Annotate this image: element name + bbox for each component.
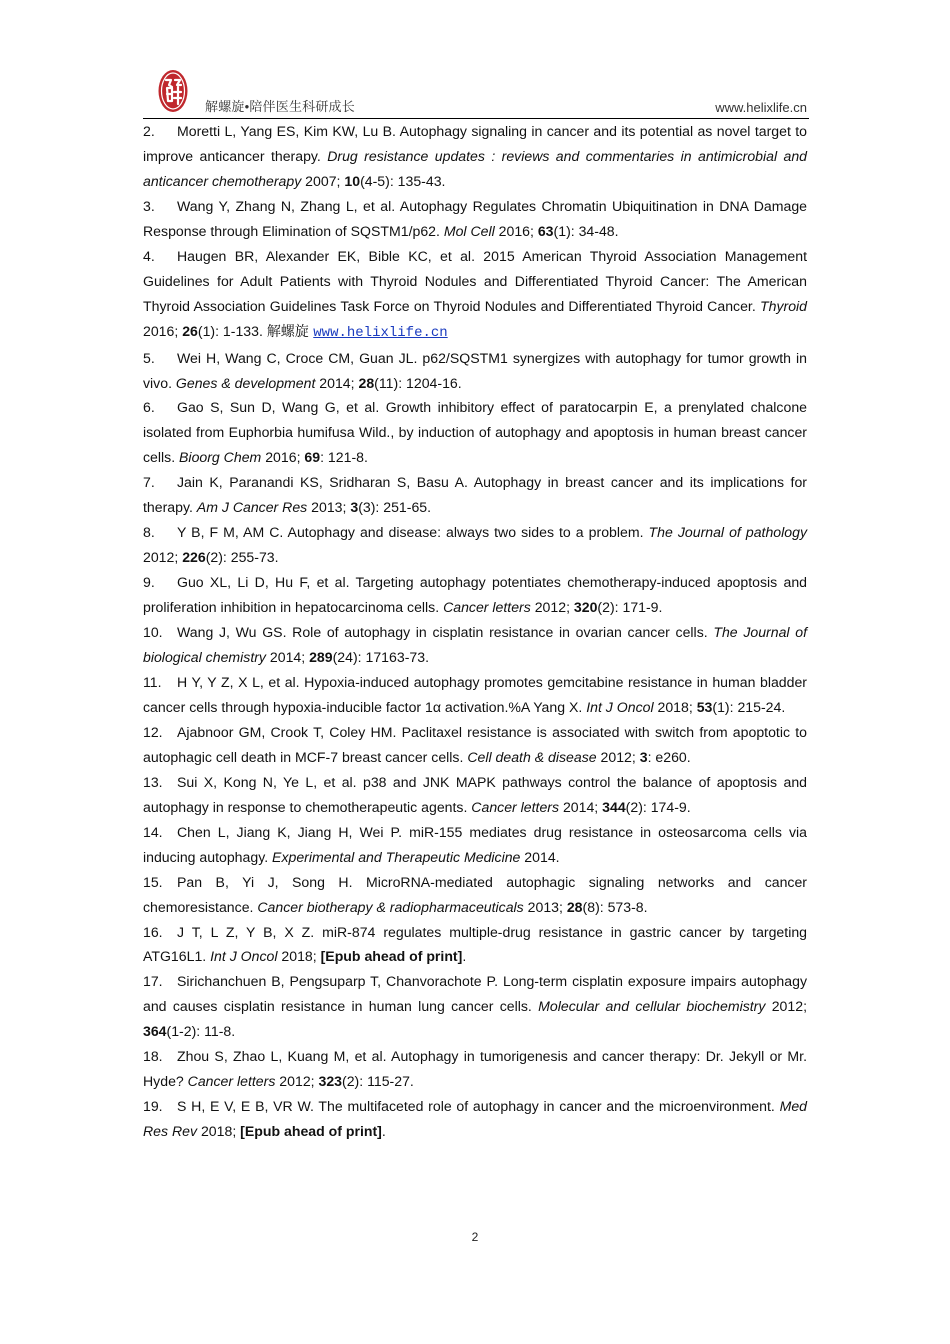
website-link[interactable]: www.helixlife.cn — [313, 324, 448, 341]
reference-text: 2007; — [301, 172, 345, 189]
reference-text: Sirichanchuen B, Pengsuparp T, Chanvorachote P. Long-term cisplatin exposure impairs autophagy and causes cisplatin resistance in human lung cancer cells. — [143, 973, 807, 1015]
reference-text: H Y, Y Z, X L, et al. Hypoxia-induced autophagy promotes gemcitabine resistance in human bladder cancer cells through hypoxia-inducible factor 1α activation.%A Yang X. — [143, 673, 807, 715]
journal-title: Thyroid — [760, 297, 807, 314]
reference-text: (2): 171-9. — [597, 599, 663, 616]
reference-item — [143, 570, 807, 620]
volume-number: 28 — [566, 898, 583, 915]
journal-title: Cancer letters — [443, 599, 531, 616]
volume-number: 26 — [182, 322, 198, 339]
reference-text: 2018; — [653, 698, 697, 715]
reference-number: 9. — [143, 574, 155, 591]
volume-number: 69 — [304, 449, 321, 466]
reference-number: 4. — [143, 247, 155, 264]
volume-number: 289 — [309, 649, 333, 666]
reference-text: (2): 115-27. — [342, 1073, 414, 1090]
header-website[interactable]: www.helixlife.cn — [715, 100, 807, 115]
reference-text: (2): 174-9. — [625, 798, 691, 815]
reference-text: S H, E V, E B, VR W. The multifaceted role of autophagy in cancer and the microenvironment. — [177, 1098, 780, 1115]
reference-number: 14. — [143, 823, 163, 840]
reference-item — [143, 920, 807, 970]
volume-number: 3 — [350, 499, 359, 516]
reference-text: Chen L, Jiang K, Jiang H, Wei P. miR-155 mediates drug resistance in osteosarcoma cells via inducing autophagy. — [143, 823, 807, 865]
watermark-text: 解螺旋 — [266, 323, 314, 340]
reference-number: 7. — [143, 474, 155, 491]
journal-title: Genes & development — [175, 374, 316, 391]
journal-title: Bioorg Chem — [179, 449, 262, 466]
volume-number: 53 — [696, 698, 713, 715]
journal-title: Experimental and Therapeutic Medicine — [272, 848, 521, 865]
reference-number: 2. — [143, 123, 155, 139]
journal-title: The Journal of biological chemistry — [143, 624, 807, 666]
page-header — [143, 66, 809, 119]
reference-text: (1): 34-48. — [553, 222, 619, 239]
reference-text: 2014; — [265, 649, 310, 666]
reference-text: (8): 573-8. — [582, 898, 648, 915]
reference-number: 17. — [143, 973, 163, 990]
volume-number: 10 — [344, 172, 361, 189]
reference-text: (11): 1204-16. — [374, 374, 462, 391]
volume-number: 364 — [143, 1023, 167, 1040]
reference-text: Haugen BR, Alexander EK, Bible KC, et al. 2015 American Thyroid Association Management Guidelines for Adult Patients with Thyroid Nodules and Differentiated Thyroid Cancer: The American Thyroid Association Guidelines Task Force on Thyroid Nodules and Differentiated Thyroid Cancer. — [143, 247, 807, 314]
reference-text: Wei H, Wang C, Croce CM, Guan JL. p62/SQSTM1 synergizes with autophagy for tumor growth in vivo. — [143, 349, 807, 391]
reference-item — [143, 1044, 807, 1094]
reference-number: 10. — [143, 624, 163, 641]
reference-text: (4-5): 135-43. — [360, 172, 446, 189]
reference-item — [143, 1094, 807, 1144]
header-slogan: 解螺旋•陪伴医生科研成长 — [205, 99, 355, 114]
reference-text: 2016; — [494, 222, 538, 239]
reference-text: 2018; — [277, 948, 321, 965]
reference-text: Wang Y, Zhang N, Zhang L, et al. Autophagy Regulates Chromatin Ubiquitination in DNA Damage Response through Elimination of SQSTM1/p62. — [143, 197, 807, 239]
reference-number: 5. — [143, 349, 155, 366]
reference-text: 2012; — [275, 1073, 319, 1090]
reference-text: (3): 251-65. — [358, 499, 432, 516]
reference-text: Moretti L, Yang ES, Kim KW, Lu B. Autophagy signaling in cancer and its potential as novel target to improve anticancer therapy. — [143, 123, 807, 164]
reference-text: Pan B, Yi J, Song H. MicroRNA-mediated autophagic signaling networks and cancer chemoresistance. — [143, 873, 807, 915]
volume-number: 320 — [573, 599, 598, 616]
reference-text: (1): 215-24. — [712, 698, 786, 715]
reference-number: 6. — [143, 399, 155, 416]
journal-title: The Journal of pathology — [648, 524, 807, 541]
reference-text: (1): 1-133. — [197, 322, 267, 339]
reference-text: : e260. — [647, 748, 691, 765]
volume-number: [Epub ahead of print] — [320, 948, 463, 965]
reference-item — [143, 119, 807, 194]
reference-text: 2013; — [523, 898, 567, 915]
reference-text: 2016; — [143, 322, 183, 339]
reference-number: 3. — [143, 197, 155, 214]
journal-title: Mol Cell — [443, 222, 495, 239]
volume-number: 63 — [537, 222, 554, 239]
journal-title: Am J Cancer Res — [196, 499, 308, 516]
reference-item — [143, 395, 807, 470]
reference-text: Y B, F M, AM C. Autophagy and disease: always two sides to a problem. — [177, 524, 649, 541]
reference-number: 18. — [143, 1048, 163, 1065]
volume-number: 3 — [639, 748, 648, 765]
reference-text: (2): 255-73. — [205, 549, 279, 566]
reference-text: Wang J, Wu GS. Role of autophagy in cisplatin resistance in ovarian cancer cells. — [177, 624, 714, 641]
journal-title: Int J Oncol — [586, 698, 654, 715]
journal-title: Molecular and cellular biochemistry — [538, 998, 766, 1015]
journal-title: Drug resistance updates : reviews and commentaries in antimicrobial and anticancer chemotherapy — [143, 147, 808, 189]
reference-item — [143, 346, 807, 396]
reference-text: Ajabnoor GM, Crook T, Coley HM. Paclitaxel resistance is associated with switch from apoptotic to autophagic cell death in MCF-7 breast cancer cells. — [143, 723, 807, 765]
reference-number: 13. — [143, 773, 163, 790]
reference-text: 2013; — [307, 499, 351, 516]
reference-item — [143, 670, 807, 720]
journal-title: Cell death & disease — [467, 748, 597, 765]
reference-item — [143, 520, 807, 570]
reference-text: 2012; — [596, 748, 640, 765]
reference-text: : 121-8. — [320, 449, 368, 466]
reference-item — [143, 620, 807, 670]
reference-text: 2018; — [197, 1123, 241, 1140]
reference-text: Guo XL, Li D, Hu F, et al. Targeting autophagy potentiates chemotherapy-induced apoptosis and proliferation inhibition in hepatocarcinoma cells. — [143, 574, 807, 616]
reference-item — [143, 470, 807, 520]
journal-title: Int J Oncol — [210, 948, 278, 965]
reference-item — [143, 770, 807, 820]
reference-number: 15. — [143, 873, 163, 890]
reference-text: . — [381, 1123, 386, 1140]
reference-number: 16. — [143, 923, 163, 940]
volume-number: [Epub ahead of print] — [240, 1123, 382, 1140]
reference-item — [143, 969, 807, 1044]
journal-title: Cancer letters — [187, 1073, 276, 1090]
reference-number: 19. — [143, 1098, 163, 1115]
reference-text: J T, L Z, Y B, X Z. miR-874 regulates multiple-drug resistance in gastric cancer by targeting ATG16L1. — [143, 923, 807, 965]
reference-number: 8. — [143, 524, 155, 541]
reference-text: 2014. — [520, 848, 560, 865]
reference-text: 2012; — [530, 599, 574, 616]
reference-text: . — [462, 948, 467, 965]
volume-number: 28 — [358, 374, 375, 391]
reference-list — [143, 119, 807, 1144]
reference-item — [143, 194, 807, 244]
reference-text: Gao S, Sun D, Wang G, et al. Growth inhibitory effect of paratocarpin E, a prenylated chalcone isolated from Euphorbia humifusa Wild., by induction of autophagy and apoptosis in human breast cancer cells. — [143, 399, 807, 466]
reference-text: 2012; — [765, 998, 807, 1015]
volume-number: 344 — [602, 798, 626, 815]
reference-number: 12. — [143, 723, 163, 740]
reference-item — [143, 720, 807, 770]
reference-text: Jain K, Paranandi KS, Sridharan S, Basu A. Autophagy in breast cancer and its implications for therapy. — [143, 474, 807, 516]
reference-text: 2012; — [143, 549, 183, 566]
reference-number: 11. — [143, 673, 162, 690]
reference-text: 2014; — [315, 374, 359, 391]
page-number: 2 — [471, 1230, 479, 1244]
reference-item — [143, 870, 807, 920]
helix-seal-logo-icon — [157, 68, 189, 114]
journal-title: Cancer biotherapy & radiopharmaceuticals — [257, 898, 524, 915]
reference-text: Zhou S, Zhao L, Kuang M, et al. Autophagy in tumorigenesis and cancer therapy: Dr. Jekyll or Mr. Hyde? — [143, 1048, 807, 1090]
journal-title: Med Res Rev — [143, 1098, 807, 1140]
reference-text: 2016; — [261, 449, 305, 466]
reference-item — [143, 244, 807, 346]
reference-text: (1-2): 11-8. — [166, 1023, 236, 1040]
reference-item — [143, 820, 807, 870]
reference-text: 2014; — [559, 798, 603, 815]
reference-text: Sui X, Kong N, Ye L, et al. p38 and JNK MAPK pathways control the balance of apoptosis and autophagy in response to chemotherapeutic agents. — [143, 773, 807, 815]
volume-number: 226 — [182, 549, 206, 566]
volume-number: 323 — [318, 1073, 343, 1090]
journal-title: Cancer letters — [471, 798, 560, 815]
reference-text: (24): 17163-73. — [332, 649, 429, 666]
